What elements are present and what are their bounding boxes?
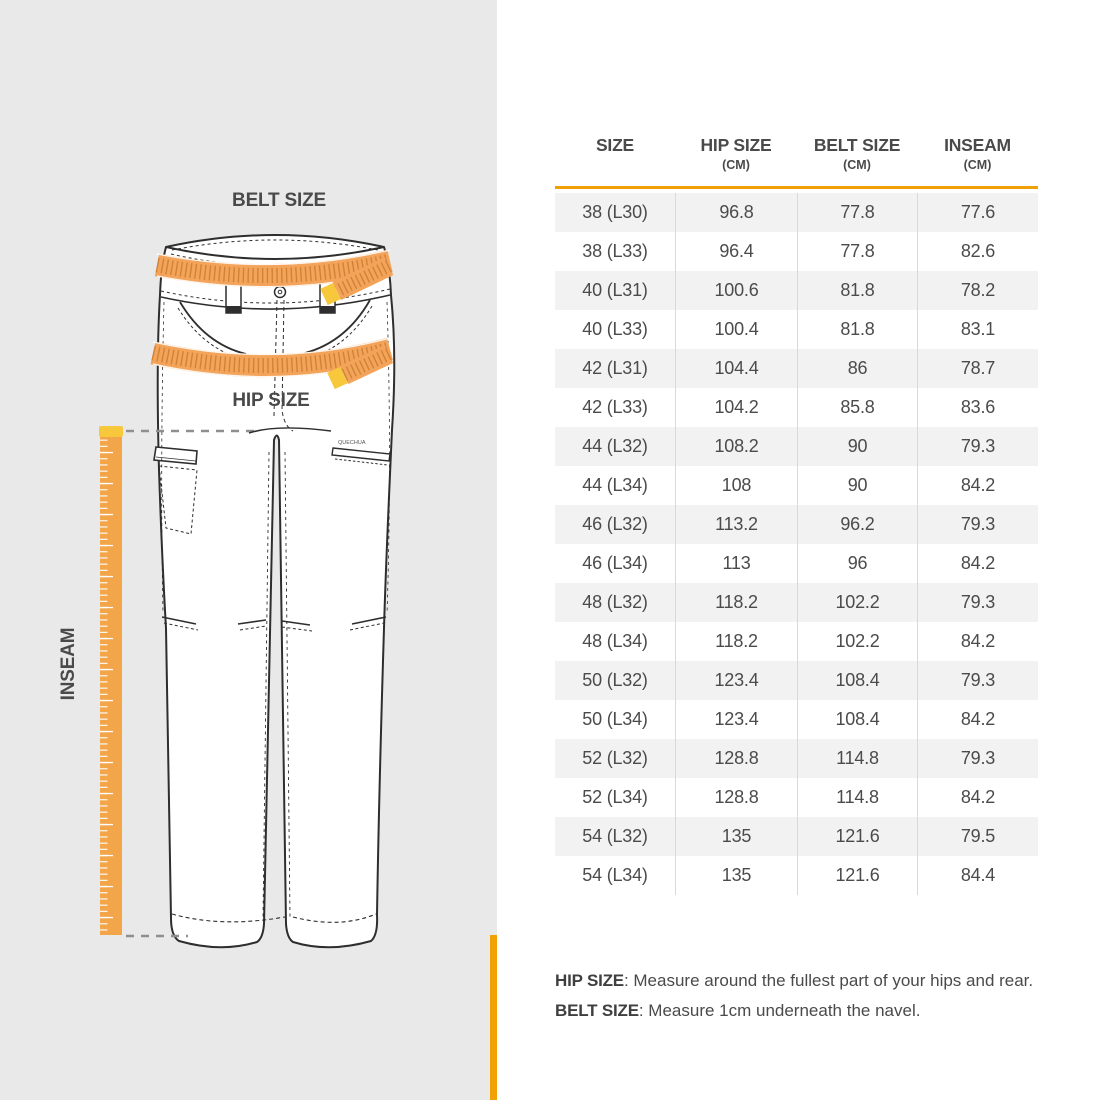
value-cell: 84.2 bbox=[917, 700, 1038, 739]
size-cell: 38 (L30) bbox=[582, 202, 648, 222]
table-row bbox=[555, 310, 1038, 349]
value-cell: 123.4 bbox=[675, 700, 797, 739]
size-cell: 42 (L33) bbox=[582, 397, 648, 417]
table-row bbox=[555, 739, 1038, 778]
table-row bbox=[555, 388, 1038, 427]
inseam-ruler bbox=[99, 426, 123, 935]
table-row bbox=[555, 583, 1038, 622]
value-cell: 85.8 bbox=[797, 388, 917, 427]
size-cell: 54 (L34) bbox=[582, 865, 648, 885]
value-cell: 82.6 bbox=[917, 232, 1038, 271]
value-cell: 118.2 bbox=[675, 622, 797, 661]
size-cell: 48 (L32) bbox=[582, 592, 648, 612]
value-cell: 96 bbox=[797, 544, 917, 583]
size-cell: 54 (L32) bbox=[582, 826, 648, 846]
diagram-panel bbox=[0, 0, 497, 1100]
size-cell: 52 (L32) bbox=[582, 748, 648, 768]
table-row bbox=[555, 622, 1038, 661]
size-cell: 40 (L33) bbox=[582, 319, 648, 339]
header-belt-size: BELT SIZE (CM) bbox=[813, 135, 901, 172]
hip-size-diagram-label: HIP SIZE bbox=[232, 390, 310, 411]
value-cell: 100.4 bbox=[675, 310, 797, 349]
header-size: SIZE bbox=[595, 135, 635, 155]
value-cell: 79.3 bbox=[917, 739, 1038, 778]
value-cell: 108.2 bbox=[675, 427, 797, 466]
table-row bbox=[555, 700, 1038, 739]
pants-outline bbox=[158, 235, 395, 947]
value-cell: 81.8 bbox=[797, 310, 917, 349]
value-cell: 79.3 bbox=[917, 661, 1038, 700]
value-cell: 135 bbox=[675, 817, 797, 856]
table-header-row bbox=[555, 130, 1038, 186]
value-cell: 77.6 bbox=[917, 193, 1038, 232]
size-cell: 46 (L32) bbox=[582, 514, 648, 534]
value-cell: 113 bbox=[675, 544, 797, 583]
table-row bbox=[555, 661, 1038, 700]
brand-label: QUECHUA bbox=[338, 440, 366, 446]
table-row bbox=[555, 193, 1038, 232]
value-cell: 83.6 bbox=[917, 388, 1038, 427]
size-cell: 42 (L31) bbox=[582, 358, 648, 378]
table-row bbox=[555, 271, 1038, 310]
measurement-notes bbox=[555, 966, 1035, 1026]
belt-tape-tip bbox=[324, 291, 337, 297]
value-cell: 121.6 bbox=[797, 817, 917, 856]
size-cell: 50 (L32) bbox=[582, 670, 648, 690]
value-cell: 121.6 bbox=[797, 856, 917, 895]
table-row bbox=[555, 856, 1038, 895]
value-cell: 104.2 bbox=[675, 388, 797, 427]
header-inseam: INSEAM (CM) bbox=[944, 135, 1011, 172]
value-cell: 108.4 bbox=[797, 661, 917, 700]
value-cell: 84.2 bbox=[917, 622, 1038, 661]
table-row bbox=[555, 349, 1038, 388]
value-cell: 81.8 bbox=[797, 271, 917, 310]
value-cell: 108 bbox=[675, 466, 797, 505]
hip-size-note: HIP SIZE: Measure around the fullest part of your hips and rear. bbox=[555, 971, 1034, 990]
accent-vertical-bar bbox=[490, 935, 497, 1100]
value-cell: 108.4 bbox=[797, 700, 917, 739]
value-cell: 128.8 bbox=[675, 739, 797, 778]
value-cell: 83.1 bbox=[917, 310, 1038, 349]
hip-tape-tip bbox=[331, 375, 344, 381]
value-cell: 79.3 bbox=[917, 505, 1038, 544]
value-cell: 96.4 bbox=[675, 232, 797, 271]
table-row bbox=[555, 232, 1038, 271]
value-cell: 96.2 bbox=[797, 505, 917, 544]
value-cell: 135 bbox=[675, 856, 797, 895]
ruler-cap bbox=[99, 426, 123, 437]
value-cell: 102.2 bbox=[797, 583, 917, 622]
size-cell: 48 (L34) bbox=[582, 631, 648, 651]
value-cell: 102.2 bbox=[797, 622, 917, 661]
value-cell: 78.2 bbox=[917, 271, 1038, 310]
value-cell: 90 bbox=[797, 466, 917, 505]
size-cell: 44 (L34) bbox=[582, 475, 648, 495]
size-cell: 46 (L34) bbox=[582, 553, 648, 573]
value-cell: 84.2 bbox=[917, 544, 1038, 583]
size-cell: 50 (L34) bbox=[582, 709, 648, 729]
value-cell: 77.8 bbox=[797, 193, 917, 232]
value-cell: 118.2 bbox=[675, 583, 797, 622]
value-cell: 96.8 bbox=[675, 193, 797, 232]
belt-size-diagram-label: BELT SIZE bbox=[232, 190, 326, 211]
table-row bbox=[555, 427, 1038, 466]
waist-button bbox=[275, 287, 286, 298]
table-row bbox=[555, 466, 1038, 505]
size-cell: 52 (L34) bbox=[582, 787, 648, 807]
table-row bbox=[555, 544, 1038, 583]
value-cell: 123.4 bbox=[675, 661, 797, 700]
table-row bbox=[555, 817, 1038, 856]
value-cell: 113.2 bbox=[675, 505, 797, 544]
value-cell: 84.2 bbox=[917, 778, 1038, 817]
value-cell: 84.2 bbox=[917, 466, 1038, 505]
belt-size-note: BELT SIZE: Measure 1cm underneath the navel. bbox=[555, 1001, 921, 1020]
table-row bbox=[555, 778, 1038, 817]
value-cell: 90 bbox=[797, 427, 917, 466]
header-hip-size: HIP SIZE (CM) bbox=[700, 135, 772, 172]
value-cell: 100.6 bbox=[675, 271, 797, 310]
value-cell: 79.3 bbox=[917, 583, 1038, 622]
value-cell: 128.8 bbox=[675, 778, 797, 817]
value-cell: 84.4 bbox=[917, 856, 1038, 895]
size-table-rows bbox=[555, 193, 1038, 895]
value-cell: 79.5 bbox=[917, 817, 1038, 856]
value-cell: 77.8 bbox=[797, 232, 917, 271]
value-cell: 79.3 bbox=[917, 427, 1038, 466]
size-table bbox=[555, 130, 1038, 895]
value-cell: 104.4 bbox=[675, 349, 797, 388]
inseam-diagram-label: INSEAM bbox=[58, 627, 79, 701]
table-row bbox=[555, 505, 1038, 544]
pants-measurement-diagram bbox=[0, 0, 497, 1100]
header-underline-rule bbox=[555, 186, 1038, 189]
value-cell: 114.8 bbox=[797, 778, 917, 817]
value-cell: 78.7 bbox=[917, 349, 1038, 388]
size-cell: 38 (L33) bbox=[582, 241, 648, 261]
value-cell: 86 bbox=[797, 349, 917, 388]
size-cell: 44 (L32) bbox=[582, 436, 648, 456]
value-cell: 114.8 bbox=[797, 739, 917, 778]
size-cell: 40 (L31) bbox=[582, 280, 648, 300]
